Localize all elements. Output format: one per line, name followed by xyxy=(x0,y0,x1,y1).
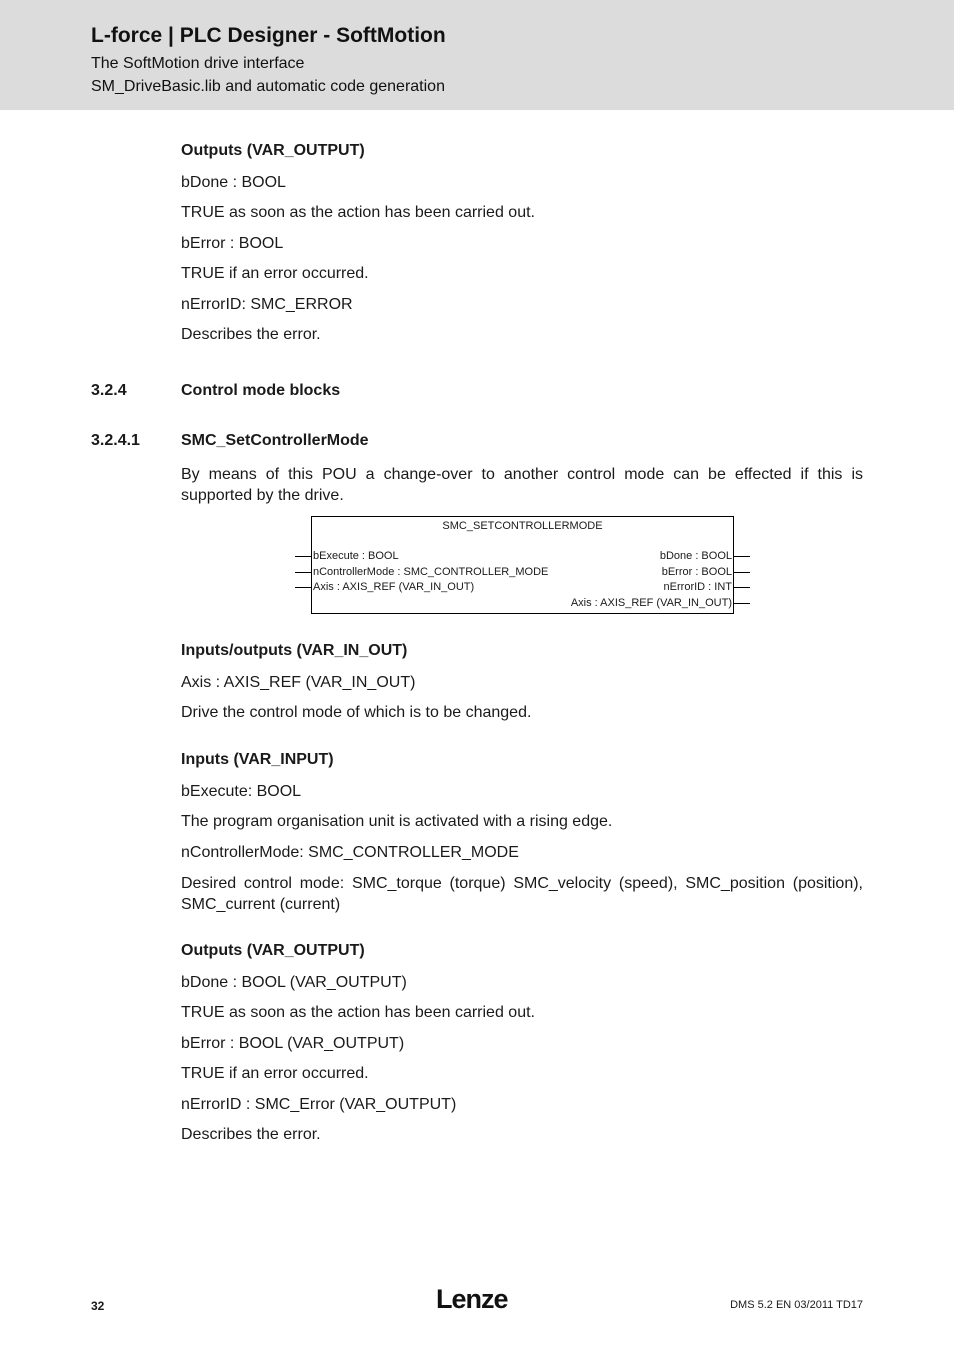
output-item: nErrorID: SMC_ERROR xyxy=(181,296,353,313)
block-input: nControllerMode : SMC_CONTROLLER_MODE xyxy=(313,566,549,578)
output-item: bDone : BOOL (VAR_OUTPUT) xyxy=(181,974,407,991)
lenze-logo: Lenze xyxy=(436,1284,508,1314)
block-input: bExecute : BOOL xyxy=(313,550,399,562)
output-item: TRUE if an error occurred. xyxy=(181,265,369,282)
document-title: L-force | PLC Designer - SoftMotion xyxy=(91,24,446,47)
section-title: SM_DriveBasic.lib and automatic code generation xyxy=(91,78,445,95)
input-item: The program organisation unit is activated with a rising edge. xyxy=(181,813,613,830)
output-item: nErrorID : SMC_Error (VAR_OUTPUT) xyxy=(181,1096,457,1113)
outputs-heading: Outputs (VAR_OUTPUT) xyxy=(181,942,365,959)
block-output: bDone : BOOL xyxy=(659,550,732,562)
output-item: TRUE as soon as the action has been carried out. xyxy=(181,1004,535,1021)
input-connector xyxy=(295,572,311,573)
inouts-heading: Inputs/outputs (VAR_IN_OUT) xyxy=(181,642,408,659)
block-output: Axis : AXIS_REF (VAR_IN_OUT) xyxy=(570,597,732,609)
output-item: bError : BOOL (VAR_OUTPUT) xyxy=(181,1035,405,1052)
output-item: bDone : BOOL xyxy=(181,174,286,191)
page-header xyxy=(0,0,954,110)
chapter-title: The SoftMotion drive interface xyxy=(91,55,305,72)
function-block-diagram xyxy=(311,516,734,614)
control-mode-description: Desired control mode: SMC_torque (torque) SMC_velocity (speed), SMC_position (position), SMC_current (current) xyxy=(181,875,863,913)
output-item: bError : BOOL xyxy=(181,235,284,252)
subsection-number: 3.2.4.1 xyxy=(91,432,140,449)
output-connector xyxy=(734,556,750,557)
inout-item: Axis : AXIS_REF (VAR_IN_OUT) xyxy=(181,674,416,691)
output-item: Describes the error. xyxy=(181,326,321,343)
inout-item: Drive the control mode of which is to be changed. xyxy=(181,704,532,721)
block-name: SMC_SETCONTROLLERMODE xyxy=(442,520,603,532)
output-connector xyxy=(734,603,750,604)
section-number: 3.2.4 xyxy=(91,382,127,399)
outputs-heading: Outputs (VAR_OUTPUT) xyxy=(181,142,365,159)
section-heading: Control mode blocks xyxy=(181,382,341,399)
input-connector xyxy=(295,587,311,588)
document-id: DMS 5.2 EN 03/2011 TD17 xyxy=(730,1299,863,1311)
input-item: nControllerMode: SMC_CONTROLLER_MODE xyxy=(181,844,519,861)
block-output: nErrorID : INT xyxy=(663,581,732,593)
output-item: TRUE if an error occurred. xyxy=(181,1065,369,1082)
input-connector xyxy=(295,556,311,557)
output-item: TRUE as soon as the action has been carried out. xyxy=(181,204,535,221)
intro-paragraph: By means of this POU a change-over to another control mode can be effected if this is supported by the drive. xyxy=(181,466,863,504)
output-connector xyxy=(734,572,750,573)
page-number: 32 xyxy=(91,1299,105,1313)
output-item: Describes the error. xyxy=(181,1126,321,1143)
output-connector xyxy=(734,587,750,588)
block-input: Axis : AXIS_REF (VAR_IN_OUT) xyxy=(313,581,475,593)
inputs-heading: Inputs (VAR_INPUT) xyxy=(181,751,334,768)
subsection-heading: SMC_SetControllerMode xyxy=(181,432,369,449)
block-output: bError : BOOL xyxy=(661,566,732,578)
input-item: bExecute: BOOL xyxy=(181,783,302,800)
